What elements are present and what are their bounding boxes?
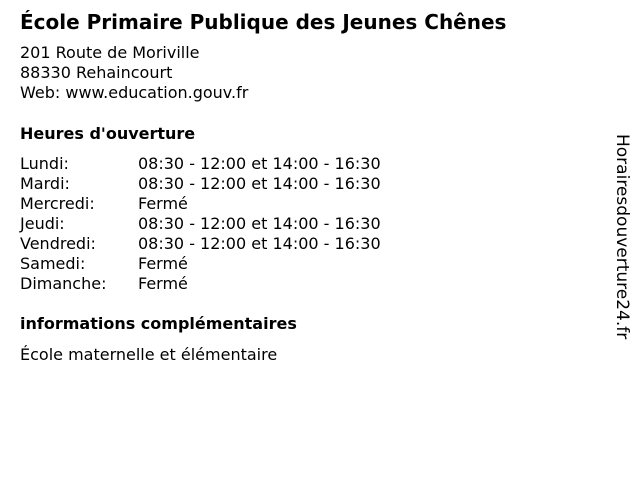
hours-heading: Heures d'ouverture — [20, 124, 196, 143]
address-city: 88330 Rehaincourt — [20, 63, 173, 82]
address-street: 201 Route de Moriville — [20, 43, 200, 62]
watermark — [611, 134, 635, 374]
hours-time: 08:30 - 12:00 et 14:00 - 16:30 — [138, 234, 381, 253]
info-text: École maternelle et élémentaire — [20, 345, 278, 364]
hours-day: Dimanche: — [20, 274, 107, 293]
hours-time: Fermé — [138, 274, 188, 293]
hours-day: Jeudi: — [20, 214, 65, 233]
info-heading: informations complémentaires — [20, 314, 297, 333]
hours-row-samedi — [20, 254, 381, 274]
hours-time: Fermé — [138, 194, 188, 213]
hours-time: 08:30 - 12:00 et 14:00 - 16:30 — [138, 154, 381, 173]
hours-time: Fermé — [138, 254, 188, 273]
hours-day: Samedi: — [20, 254, 86, 273]
hours-row-vendredi — [20, 234, 381, 254]
hours-row-jeudi — [20, 214, 381, 234]
hours-day: Mercredi: — [20, 194, 95, 213]
hours-row-lundi — [20, 154, 381, 174]
hours-day: Mardi: — [20, 174, 70, 193]
hours-row-mercredi — [20, 194, 381, 214]
address-block — [20, 43, 248, 103]
hours-day: Vendredi: — [20, 234, 96, 253]
hours-table — [20, 154, 381, 294]
page-title: École Primaire Publique des Jeunes Chênes — [20, 10, 507, 34]
hours-day: Lundi: — [20, 154, 69, 173]
hours-time: 08:30 - 12:00 et 14:00 - 16:30 — [138, 214, 381, 233]
hours-row-mardi — [20, 174, 381, 194]
address-web: Web: www.education.gouv.fr — [20, 83, 249, 102]
hours-time: 08:30 - 12:00 et 14:00 - 16:30 — [138, 174, 381, 193]
watermark-text: Horairesdouverture24.fr — [612, 134, 632, 340]
hours-row-dimanche — [20, 274, 381, 294]
